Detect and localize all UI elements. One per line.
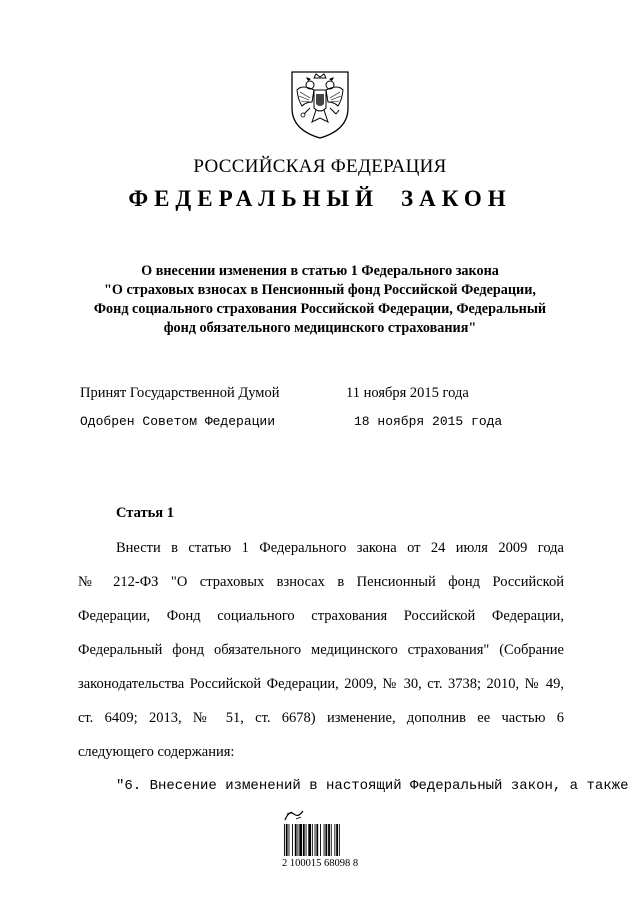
article-heading: Статья 1 xyxy=(116,505,174,521)
law-title xyxy=(60,262,580,338)
law-title-line: Фонд социального страхования Российской Федерации, Федеральный xyxy=(93,301,547,317)
article-text-line: следующего содержания: xyxy=(78,744,235,760)
article-text-line: ст. 6409; 2013, № 51, ст. 6678) изменение, дополнив ее частью 6 xyxy=(78,710,564,726)
law-title-line: "О страховых взносах в Пенсионный фонд Российской Федерации, xyxy=(104,282,536,298)
article-text-line: Федеральный фонд обязательного медицинского страхования" (Собрание xyxy=(78,642,564,658)
article-text-line: законодательства Российской Федерации, 2009, № 30, ст. 3738; 2010, № 49, xyxy=(78,676,564,692)
article-text-line: № 212-ФЗ "О страховых взносах в Пенсионный фонд Российской xyxy=(78,574,564,590)
law-title-line: О внесении изменения в статью 1 Федерального закона xyxy=(141,263,499,279)
article-text-line: Внести в статью 1 Федерального закона от 24 июля 2009 года xyxy=(116,540,564,556)
document-type-word-1: ФЕДЕРАЛЬНЫЙ xyxy=(128,186,380,211)
article-text-line: "6. Внесение изменений в настоящий Федеральный закон, а также xyxy=(116,778,629,794)
document-type xyxy=(0,186,640,212)
barcode-number: 2 100015 68098 8 xyxy=(282,858,359,869)
barcode-stamp-icon xyxy=(283,808,305,822)
coat-of-arms-emblem-icon xyxy=(286,68,354,140)
article-text-line: Федерации, Фонд социального страхования Российской Федерации, xyxy=(78,608,564,624)
adoption-label-duma: Принят Государственной Думой xyxy=(80,385,280,401)
country-name: РОССИЙСКАЯ ФЕДЕРАЦИЯ xyxy=(193,156,447,177)
document-type-word-2: ЗАКОН xyxy=(401,186,512,211)
barcode-icon xyxy=(284,824,358,856)
law-title-line: фонд обязательного медицинского страхования" xyxy=(163,320,477,336)
adoption-date-council: 18 ноября 2015 года xyxy=(354,414,503,429)
adoption-date-duma: 11 ноября 2015 года xyxy=(346,385,469,401)
adoption-label-council: Одобрен Советом Федерации xyxy=(80,414,276,429)
